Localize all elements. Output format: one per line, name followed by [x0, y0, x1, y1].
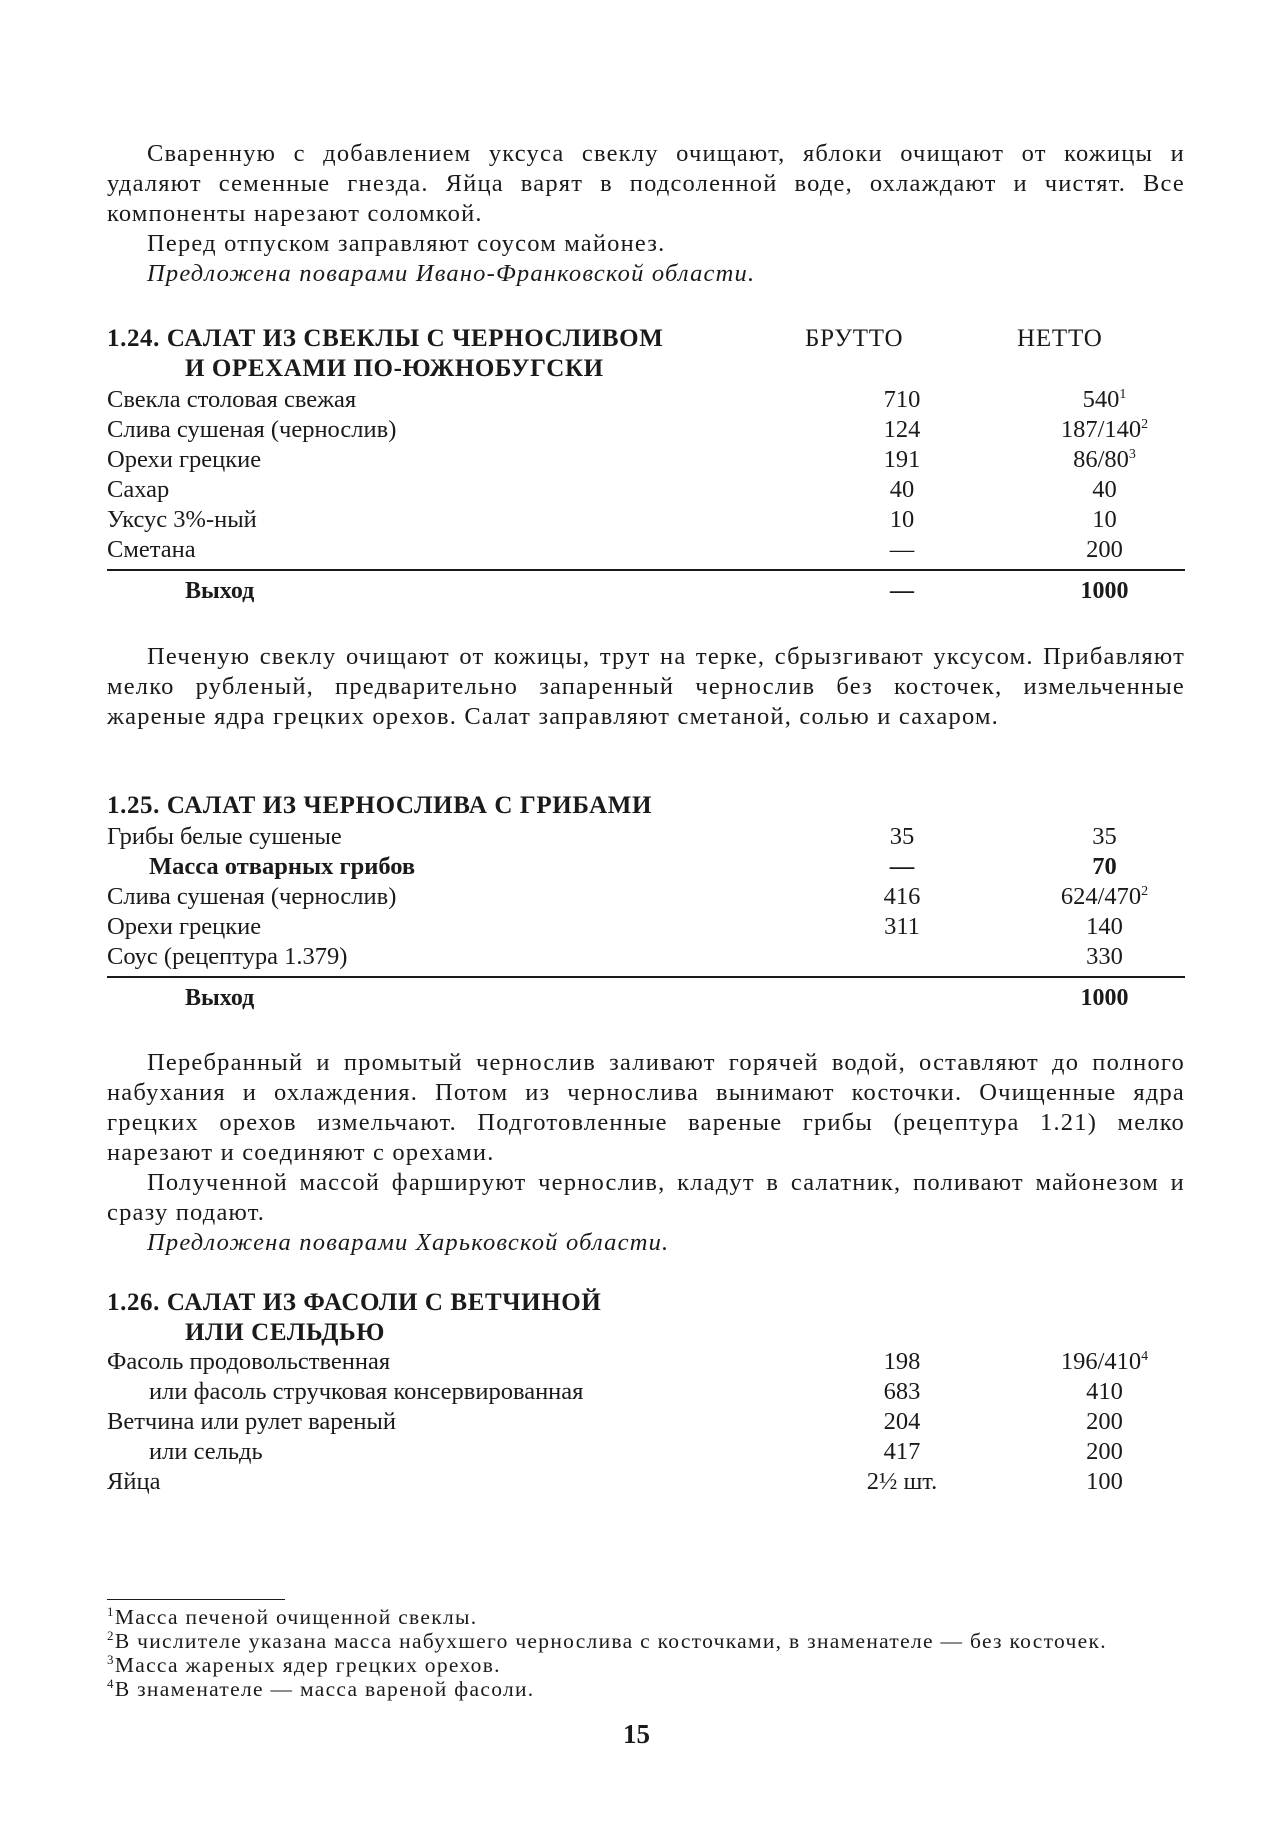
ingredient-row [107, 1407, 1185, 1437]
table-divider [107, 569, 1185, 571]
output-row [107, 576, 1185, 606]
brutto-value: 710 [883, 386, 921, 413]
netto-value: $540^1$ [1082, 386, 1127, 413]
footnote-mark: 2 [1141, 883, 1149, 899]
netto-value: 40 [1092, 476, 1117, 503]
footnote-4: $^4$В знаменателе — масса вареной фасоли. [107, 1675, 535, 1701]
recipe-title-line-2: И ОРЕХАМИ ПО-ЮЖНОБУГСКИ [185, 355, 604, 382]
netto-value: 10 [1092, 506, 1117, 533]
ingredient-name: Уксус 3%-ный [107, 506, 257, 533]
netto-value: 70 [1092, 853, 1117, 880]
recipe-number: 1.26. [107, 1289, 160, 1316]
footnotes [107, 1605, 1185, 1701]
ingredient-name: Соус (рецептура 1.379) [107, 943, 348, 970]
brutto-value: — [889, 536, 915, 563]
recipe-title-line-2: ИЛИ СЕЛЬДЬЮ [185, 1319, 385, 1346]
intro-text [107, 139, 1185, 289]
netto-value: 410 [1086, 1378, 1123, 1405]
output-brutto: — [890, 578, 914, 604]
netto-value: 140 [1086, 913, 1123, 940]
brutto-value: 40 [889, 476, 915, 503]
ingredient-name: Сахар [107, 476, 170, 503]
recipe-1-25-title [107, 791, 807, 821]
netto-value: $196/410^4$ [1060, 1348, 1149, 1375]
intro-paragraph-2: Перед отпуском заправляют соусом майонез. [147, 230, 666, 257]
output-label: Выход [185, 985, 255, 1011]
ingredient-name: Слива сушеная (чернослив) [107, 883, 397, 910]
output-row [107, 983, 1185, 1013]
ingredient-row [107, 385, 1185, 415]
ingredient-row [107, 475, 1185, 505]
output-netto: 1000 [1080, 985, 1129, 1011]
recipe-number: 1.25. [107, 792, 160, 819]
table-divider [107, 976, 1185, 978]
ingredient-name: Грибы белые сушеные [107, 823, 342, 850]
brutto-value: 198 [883, 1348, 921, 1375]
footnote-mark: 3 [1128, 446, 1136, 462]
ingredient-row [107, 852, 1185, 882]
recipe-1-24-title [107, 324, 807, 384]
recipe-1-24-instructions [107, 642, 1185, 732]
recipe-number: 1.24. [107, 325, 160, 352]
netto-value: $624/470^2$ [1060, 883, 1149, 910]
instructions-paragraph-1: Перебранный и промытый чернослив заливают горячей водой, оставляют до полного набухания и охлаждения. Потом из чернослива вынимают косточки. Очищенные ядра грецких орехов измельчают. Подготовленные вареные грибы (рецептура 1.21) мелко нарезают и соединяют с орехами. [107, 1049, 1185, 1166]
brutto-value: 683 [883, 1378, 921, 1405]
recipe-1-25-instructions [107, 1048, 1185, 1258]
ingredient-row [107, 535, 1185, 565]
column-header-brutto: БРУТТО [805, 325, 904, 352]
footnote-1: $^1$Масса печеной очищенной свеклы. [107, 1603, 478, 1629]
ingredient-name: Свекла столовая свежая [107, 386, 357, 413]
ingredient-name: или фасоль стручковая консервированная [149, 1378, 584, 1405]
ingredient-row [107, 505, 1185, 535]
ingredient-name: Масса отварных грибов [149, 853, 416, 880]
netto-value: 100 [1086, 1468, 1123, 1495]
netto-value: 200 [1086, 1408, 1123, 1435]
ingredient-name: Ветчина или рулет вареный [107, 1408, 396, 1435]
ingredient-row [107, 445, 1185, 475]
netto-value: 330 [1086, 943, 1123, 970]
footnote-mark: 1 [1119, 386, 1127, 402]
ingredient-row [107, 822, 1185, 852]
brutto-value: 416 [883, 883, 921, 910]
ingredient-row [107, 882, 1185, 912]
ingredient-row [107, 1377, 1185, 1407]
brutto-value: 311 [884, 913, 920, 940]
ingredient-name: Орехи грецкие [107, 913, 262, 940]
output-netto: 1000 [1080, 578, 1129, 604]
ingredient-row [107, 1437, 1185, 1467]
netto-value: 200 [1086, 536, 1123, 563]
recipe-title-line-1: САЛАТ ИЗ ЧЕРНОСЛИВА С ГРИБАМИ [166, 792, 653, 819]
brutto-value: 2½ шт. [866, 1468, 938, 1495]
ingredient-name: Орехи грецкие [107, 446, 262, 473]
footnote-mark: 4 [1141, 1348, 1149, 1364]
netto-value: $187/140^2$ [1060, 416, 1149, 443]
output-label: Выход [185, 578, 255, 604]
recipe-attribution: Предложена поварами Харьковской области. [147, 1229, 670, 1256]
ingredient-row [107, 415, 1185, 445]
intro-attribution: Предложена поварами Ивано-Франковской области. [147, 260, 756, 287]
recipe-1-26-title [107, 1288, 807, 1348]
ingredient-name: Яйца [107, 1468, 161, 1495]
brutto-value: 191 [883, 446, 921, 473]
ingredient-name: Слива сушеная (чернослив) [107, 416, 397, 443]
brutto-value: 204 [883, 1408, 921, 1435]
page-number: 15 [623, 1719, 650, 1749]
intro-paragraph-1: Сваренную с добавлением уксуса свеклу очищают, яблоки очищают от кожицы и удаляют семенные гнезда. Яйца варят в подсоленной воде, охлаждают и чистят. Все компоненты нарезают соломкой. [107, 140, 1185, 227]
ingredient-name: Фасоль продовольственная [107, 1348, 391, 1375]
brutto-value: 124 [883, 416, 921, 443]
ingredient-name: или сельдь [149, 1438, 263, 1465]
footnote-mark: 2 [1141, 416, 1149, 432]
ingredient-name: Сметана [107, 536, 196, 563]
brutto-value: 35 [889, 823, 915, 850]
netto-value: 200 [1086, 1438, 1123, 1465]
brutto-value: 10 [889, 506, 915, 533]
ingredient-row [107, 1347, 1185, 1377]
brutto-value: — [889, 853, 915, 880]
netto-value: 35 [1092, 823, 1117, 850]
netto-value: $86/80^3$ [1073, 446, 1136, 473]
ingredient-row [107, 942, 1185, 972]
instructions-paragraph: Печеную свеклу очищают от кожицы, трут на терке, сбрызгивают уксусом. Прибавляют мелко рубленый, предварительно запаренный чернослив без косточек, измельченные жареные ядра грецких орехов. Салат заправляют сметаной, солью и сахаром. [107, 643, 1185, 730]
recipe-title-line-1: САЛАТ ИЗ СВЕКЛЫ С ЧЕРНОСЛИВОМ [166, 325, 664, 352]
ingredient-row [107, 912, 1185, 942]
ingredient-row [107, 1467, 1185, 1497]
brutto-value: 417 [883, 1438, 921, 1465]
footnote-3: $^3$Масса жареных ядер грецких орехов. [107, 1651, 501, 1677]
instructions-paragraph-2: Полученной массой фаршируют чернослив, кладут в салатник, поливают майонезом и сразу подают. [107, 1169, 1185, 1226]
footnote-2: $^2$В числителе указана масса набухшего чернослива с косточками, в знаменателе — без косточек. [107, 1627, 1107, 1653]
footnote-divider [107, 1599, 285, 1600]
recipe-title-line-1: САЛАТ ИЗ ФАСОЛИ С ВЕТЧИНОЙ [166, 1289, 602, 1316]
column-header-netto: НЕТТО [1017, 325, 1103, 352]
